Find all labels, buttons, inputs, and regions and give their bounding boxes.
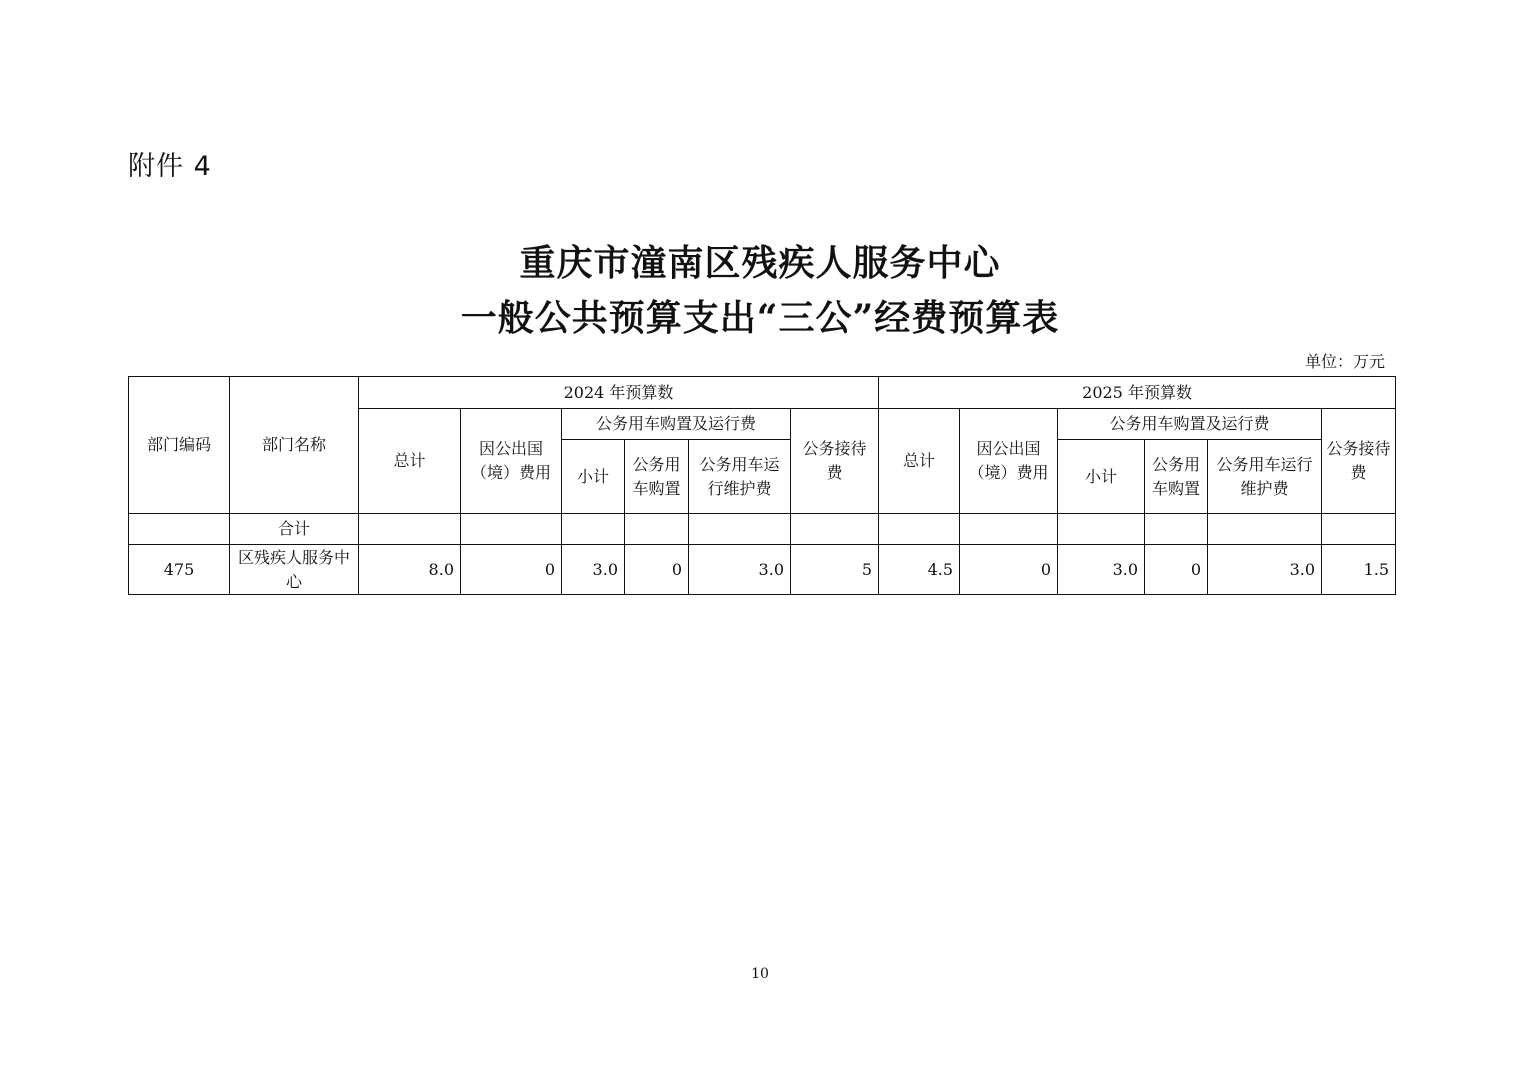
header-dept-code: 部门编码 [129, 377, 230, 514]
header-year-2025: 2025 年预算数 [879, 377, 1396, 409]
row-2025-vehicle-operation: 3.0 [1208, 545, 1322, 595]
header-2025-subtotal: 小计 [1058, 440, 1145, 514]
total-cell [1322, 514, 1396, 545]
row-2025-subtotal: 3.0 [1058, 545, 1145, 595]
row-2024-overseas: 0 [461, 545, 562, 595]
header-row-years [129, 377, 1396, 409]
row-2024-total: 8.0 [359, 545, 461, 595]
header-2025-overseas: 因公出国（境）费用 [960, 409, 1058, 514]
row-dept-code: 475 [129, 545, 230, 595]
total-cell [879, 514, 960, 545]
row-2025-vehicle-purchase: 0 [1145, 545, 1208, 595]
total-cell [1208, 514, 1322, 545]
total-cell [1058, 514, 1145, 545]
header-2024-vehicle-group: 公务用车购置及运行费 [562, 409, 791, 440]
total-row-code [129, 514, 230, 545]
header-2024-vehicle-operation: 公务用车运行维护费 [689, 440, 791, 514]
row-2025-overseas: 0 [960, 545, 1058, 595]
header-2025-vehicle-operation: 公务用车运行维护费 [1208, 440, 1322, 514]
page-title-line-1: 重庆市潼南区残疾人服务中心 [519, 242, 1001, 284]
row-2025-reception: 1.5 [1322, 545, 1396, 595]
total-cell [562, 514, 625, 545]
header-2024-vehicle-purchase: 公务用车购置 [625, 440, 689, 514]
row-2025-total: 4.5 [879, 545, 960, 595]
header-2025-reception: 公务接待费 [1322, 409, 1396, 514]
header-2025-vehicle-purchase: 公务用车购置 [1145, 440, 1208, 514]
header-2024-subtotal: 小计 [562, 440, 625, 514]
header-2025-vehicle-group: 公务用车购置及运行费 [1058, 409, 1322, 440]
total-row-label: 合计 [230, 514, 359, 545]
total-cell [461, 514, 562, 545]
total-row [129, 514, 1396, 545]
total-cell [791, 514, 879, 545]
header-dept-name: 部门名称 [230, 377, 359, 514]
row-2024-subtotal: 3.0 [562, 545, 625, 595]
row-2024-vehicle-operation: 3.0 [689, 545, 791, 595]
header-2024-overseas: 因公出国（境）费用 [461, 409, 562, 514]
attachment-label: 附件 4 [128, 151, 212, 182]
header-2024-total: 总计 [359, 409, 461, 514]
page-title-line-2: 一般公共预算支出“三公”经费预算表 [460, 297, 1060, 339]
unit-label: 单位：万元 [1304, 352, 1385, 371]
row-2024-vehicle-purchase: 0 [625, 545, 689, 595]
total-cell [359, 514, 461, 545]
row-dept-name: 区残疾人服务中心 [230, 545, 359, 595]
total-cell [1145, 514, 1208, 545]
header-2025-total: 总计 [879, 409, 960, 514]
total-cell [689, 514, 791, 545]
table-row [129, 545, 1396, 595]
row-2024-reception: 5 [791, 545, 879, 595]
header-2024-reception: 公务接待费 [791, 409, 879, 514]
budget-table [128, 376, 1396, 595]
total-cell [625, 514, 689, 545]
page-number: 10 [751, 966, 769, 982]
header-year-2024: 2024 年预算数 [359, 377, 879, 409]
total-cell [960, 514, 1058, 545]
